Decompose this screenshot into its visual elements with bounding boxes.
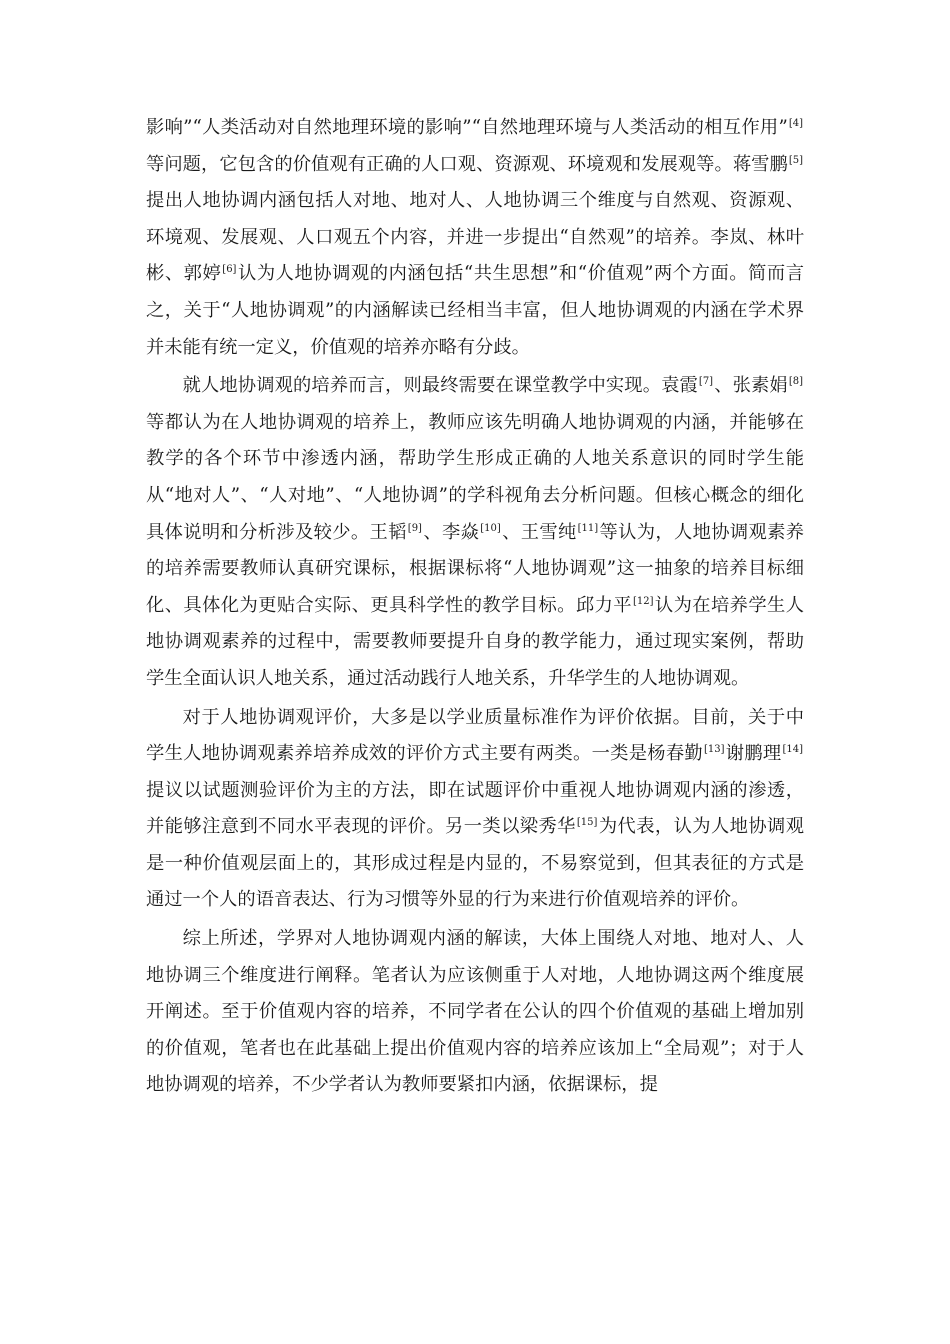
paragraph-text: 影响”“人类活动对自然地理环境的影响”“自然地理环境与人类活动的相互作用”: [146, 117, 788, 138]
citation-ref: [10]: [480, 522, 501, 534]
citation-ref: [5]: [788, 154, 803, 166]
paragraph-text: 、王雪纯: [501, 521, 577, 543]
citation-ref: [6]: [222, 264, 237, 276]
paragraph-text: 综上所述，学界对人地协调观内涵的解读，大体上围绕人对地、地对人、人地协调三个维度进行阐释。笔者认为应该侧重于人对地，人地协调这两个维度展开阐述。至于价值观内容的培养，不同学者在公认的四个价值观的基础上增加别的价值观，笔者也在此基础上提出价值观内容的培养应该加上“全局观”；对于人地协调观的培养，不少学者认为教师要紧扣内涵，依据课标，提: [146, 928, 804, 1096]
citation-ref: [13]: [703, 744, 725, 756]
paragraph-text: 、张素娟: [714, 375, 788, 397]
citation-ref: [14]: [782, 744, 804, 756]
citation-ref: [8]: [788, 376, 804, 388]
citation-ref: [9]: [407, 522, 422, 534]
paragraph-text: 认为人地协调观的内涵包括“共生思想”和“价值观”两个方面。简而言之，关于“人地协调观”的内涵解读已经相当丰富，但人地协调观的内涵在学术界并未能有统一定义，价值观的培养亦略有分歧。: [146, 263, 805, 358]
citation-ref: [12]: [632, 595, 654, 607]
paragraph-text: 对于人地协调观评价，大多是以学业质量标准作为评价依据。目前，关于中学生人地协调观素养培养成效的评价方式主要有两类。一类是杨春勤: [146, 706, 804, 765]
paragraph-3: [146, 700, 804, 920]
paragraph-text: 等认为，人地协调观素养的培养需要教师认真研究课标，根据课标将“人地协调观”这一抽象的培养目标细化、具体化为更贴合实际、更具科学性的教学目标。邱力平: [146, 521, 805, 616]
citation-ref: [7]: [698, 376, 714, 388]
paragraph-text: 谢鹏理: [725, 743, 782, 765]
paragraph-text: 为代表，认为人地协调观是一种价值观层面上的，其形成过程是内显的，不易察觉到，但其表征的方式是通过一个人的语音表达、行为习惯等外显的行为来进行价值观培养的评价。: [146, 816, 804, 911]
paragraph-text: 等都认为在人地协调观的培养上，教师应该先明确人地协调观的内涵，并能够在教学的各个环节中渗透内涵，帮助学生形成正确的人地关系意识的同时学生能从“地对人”、“人对地”、“人地协调”的学科视角去分析问题。但核心概念的细化具体说明和分析涉及较少。王韬: [146, 411, 804, 543]
paragraph-text: 就人地协调观的培养而言，则最终需要在课堂教学中实现。袁霞: [182, 375, 698, 397]
paragraph-1: [146, 110, 804, 366]
citation-ref: [4]: [788, 118, 803, 129]
paragraph-2: [146, 368, 804, 697]
paragraph-4: [146, 921, 804, 1104]
paragraph-text: 提议以试题测验评价为主的方法，即在试题评价中重视人地协调观内涵的渗透，并能够注意到不同水平表现的评价。另一类以梁秀华: [146, 779, 804, 838]
citation-ref: [15]: [576, 817, 598, 829]
paragraph-text: 认为在培养学生人地协调观素养的过程中，需要教师要提升自身的教学能力，通过现实案例，帮助学生全面认识人地关系，通过活动践行人地关系，升华学生的人地协调观。: [146, 594, 805, 689]
paragraph-text: 提出人地协调内涵包括人对地、地对人、人地协调三个维度与自然观、资源观、环境观、发展观、人口观五个内容，并进一步提出“自然观”的培养。李岚、林叶彬、郭婷: [146, 190, 804, 285]
document-body: [146, 110, 804, 1106]
paragraph-text: 、李焱: [422, 521, 480, 543]
paragraph-text: 等问题，它包含的价值观有正确的人口观、资源观、环境观和发展观等。蒋雪鹏: [146, 153, 788, 175]
citation-ref: [11]: [577, 522, 599, 534]
